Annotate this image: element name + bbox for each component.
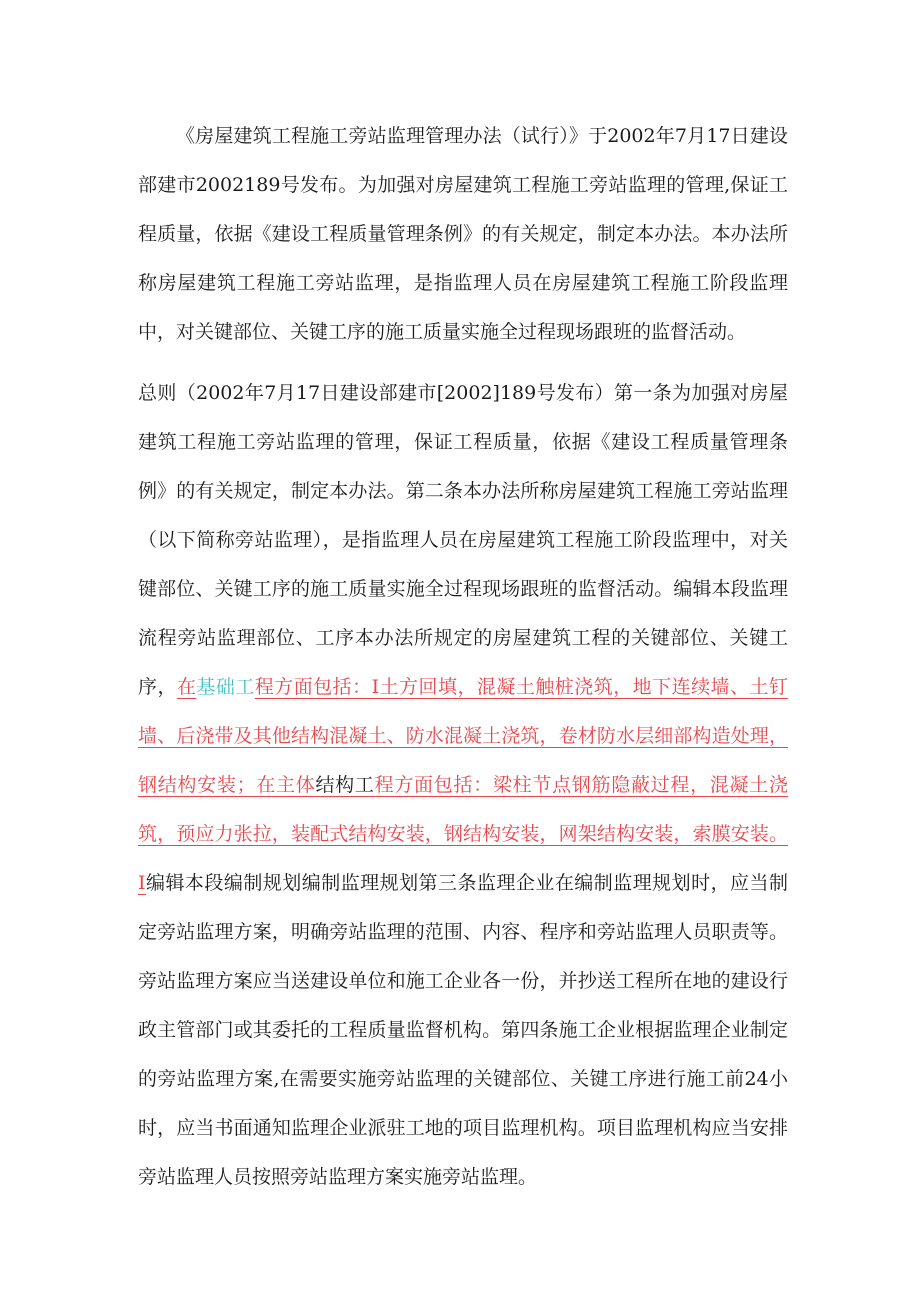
general-rules-text: 总则（2002年7月17日建设部建市[2002]189号发布）第一条为加强对房屋建筑工程施工旁站监理的管理，保证工程质量，依据《建设工程质量管理条例》的有关规定，制定本办法。第二条本办法所称房屋建筑工程施工旁站监理（以下简称旁站监理），是指监理人员在房屋建筑工程施工阶段监理中，对关键部位、关键工序的施工质量实施全过程现场跟班的监督活动。编辑本段监理流程旁站监理部位、工序本办法所规定的房屋建筑工程的关键部位、关键工序，	[138, 382, 788, 698]
highlight-red-text: 在	[176, 676, 197, 698]
planning-text: 编辑本段编制规划编制监理规划第三条监理企业在编制监理规划时，应当制定旁站监理方案，明确旁站监理的范围、内容、程序和旁站监理人员职责等。旁站监理方案应当送建设单位和施工企业各一份，并抄送工程所在地的建设行政主管部门或其委托的工程质量监督机构。第四条施工企业根据监理企业制定的旁站监理方案,在需要实施旁站监理的关键部位、关键工序进行施工前24小时，应当书面通知监理企业派驻工地的项目监理机构。项目监理机构应当安排旁站监理人员按照旁站监理方案实施旁站监理。	[138, 872, 788, 1188]
paragraph-intro: 《房屋建筑工程施工旁站监理管理办法（试行）》于2002年7月17日建设部建市2002189号发布。为加强对房屋建筑工程施工旁站监理的管理,保证工程质量，依据《建设工程质量管理条例》的有关规定，制定本办法。本办法所称房屋建筑工程施工旁站监理，是指监理人员在房屋建筑工程施工阶段监理中，对关键部位、关键工序的施工质量实施全过程现场跟班的监督活动。	[138, 125, 788, 343]
paragraph-general-rules	[138, 369, 788, 1202]
main-structure-items: 程方面包括：梁柱节点钢筋隐蔽过程，混凝土浇筑，预应力张拉，装配式结构安装，钢结构安装，网架结构安装，索膜安装。Ⅰ	[138, 774, 788, 894]
foundation-work-items: 程方面包括：Ⅰ土方回填，混凝土触桩浇筑，地下连续墙、土钉墙、后浇带及其他结构混凝土、防水混凝土浇筑，卷材防水层细部构造处理，钢结构安装；在主体	[138, 676, 788, 796]
highlight-cyan-text: 基础工	[196, 676, 255, 698]
underlined-text: 结构工	[315, 774, 375, 796]
